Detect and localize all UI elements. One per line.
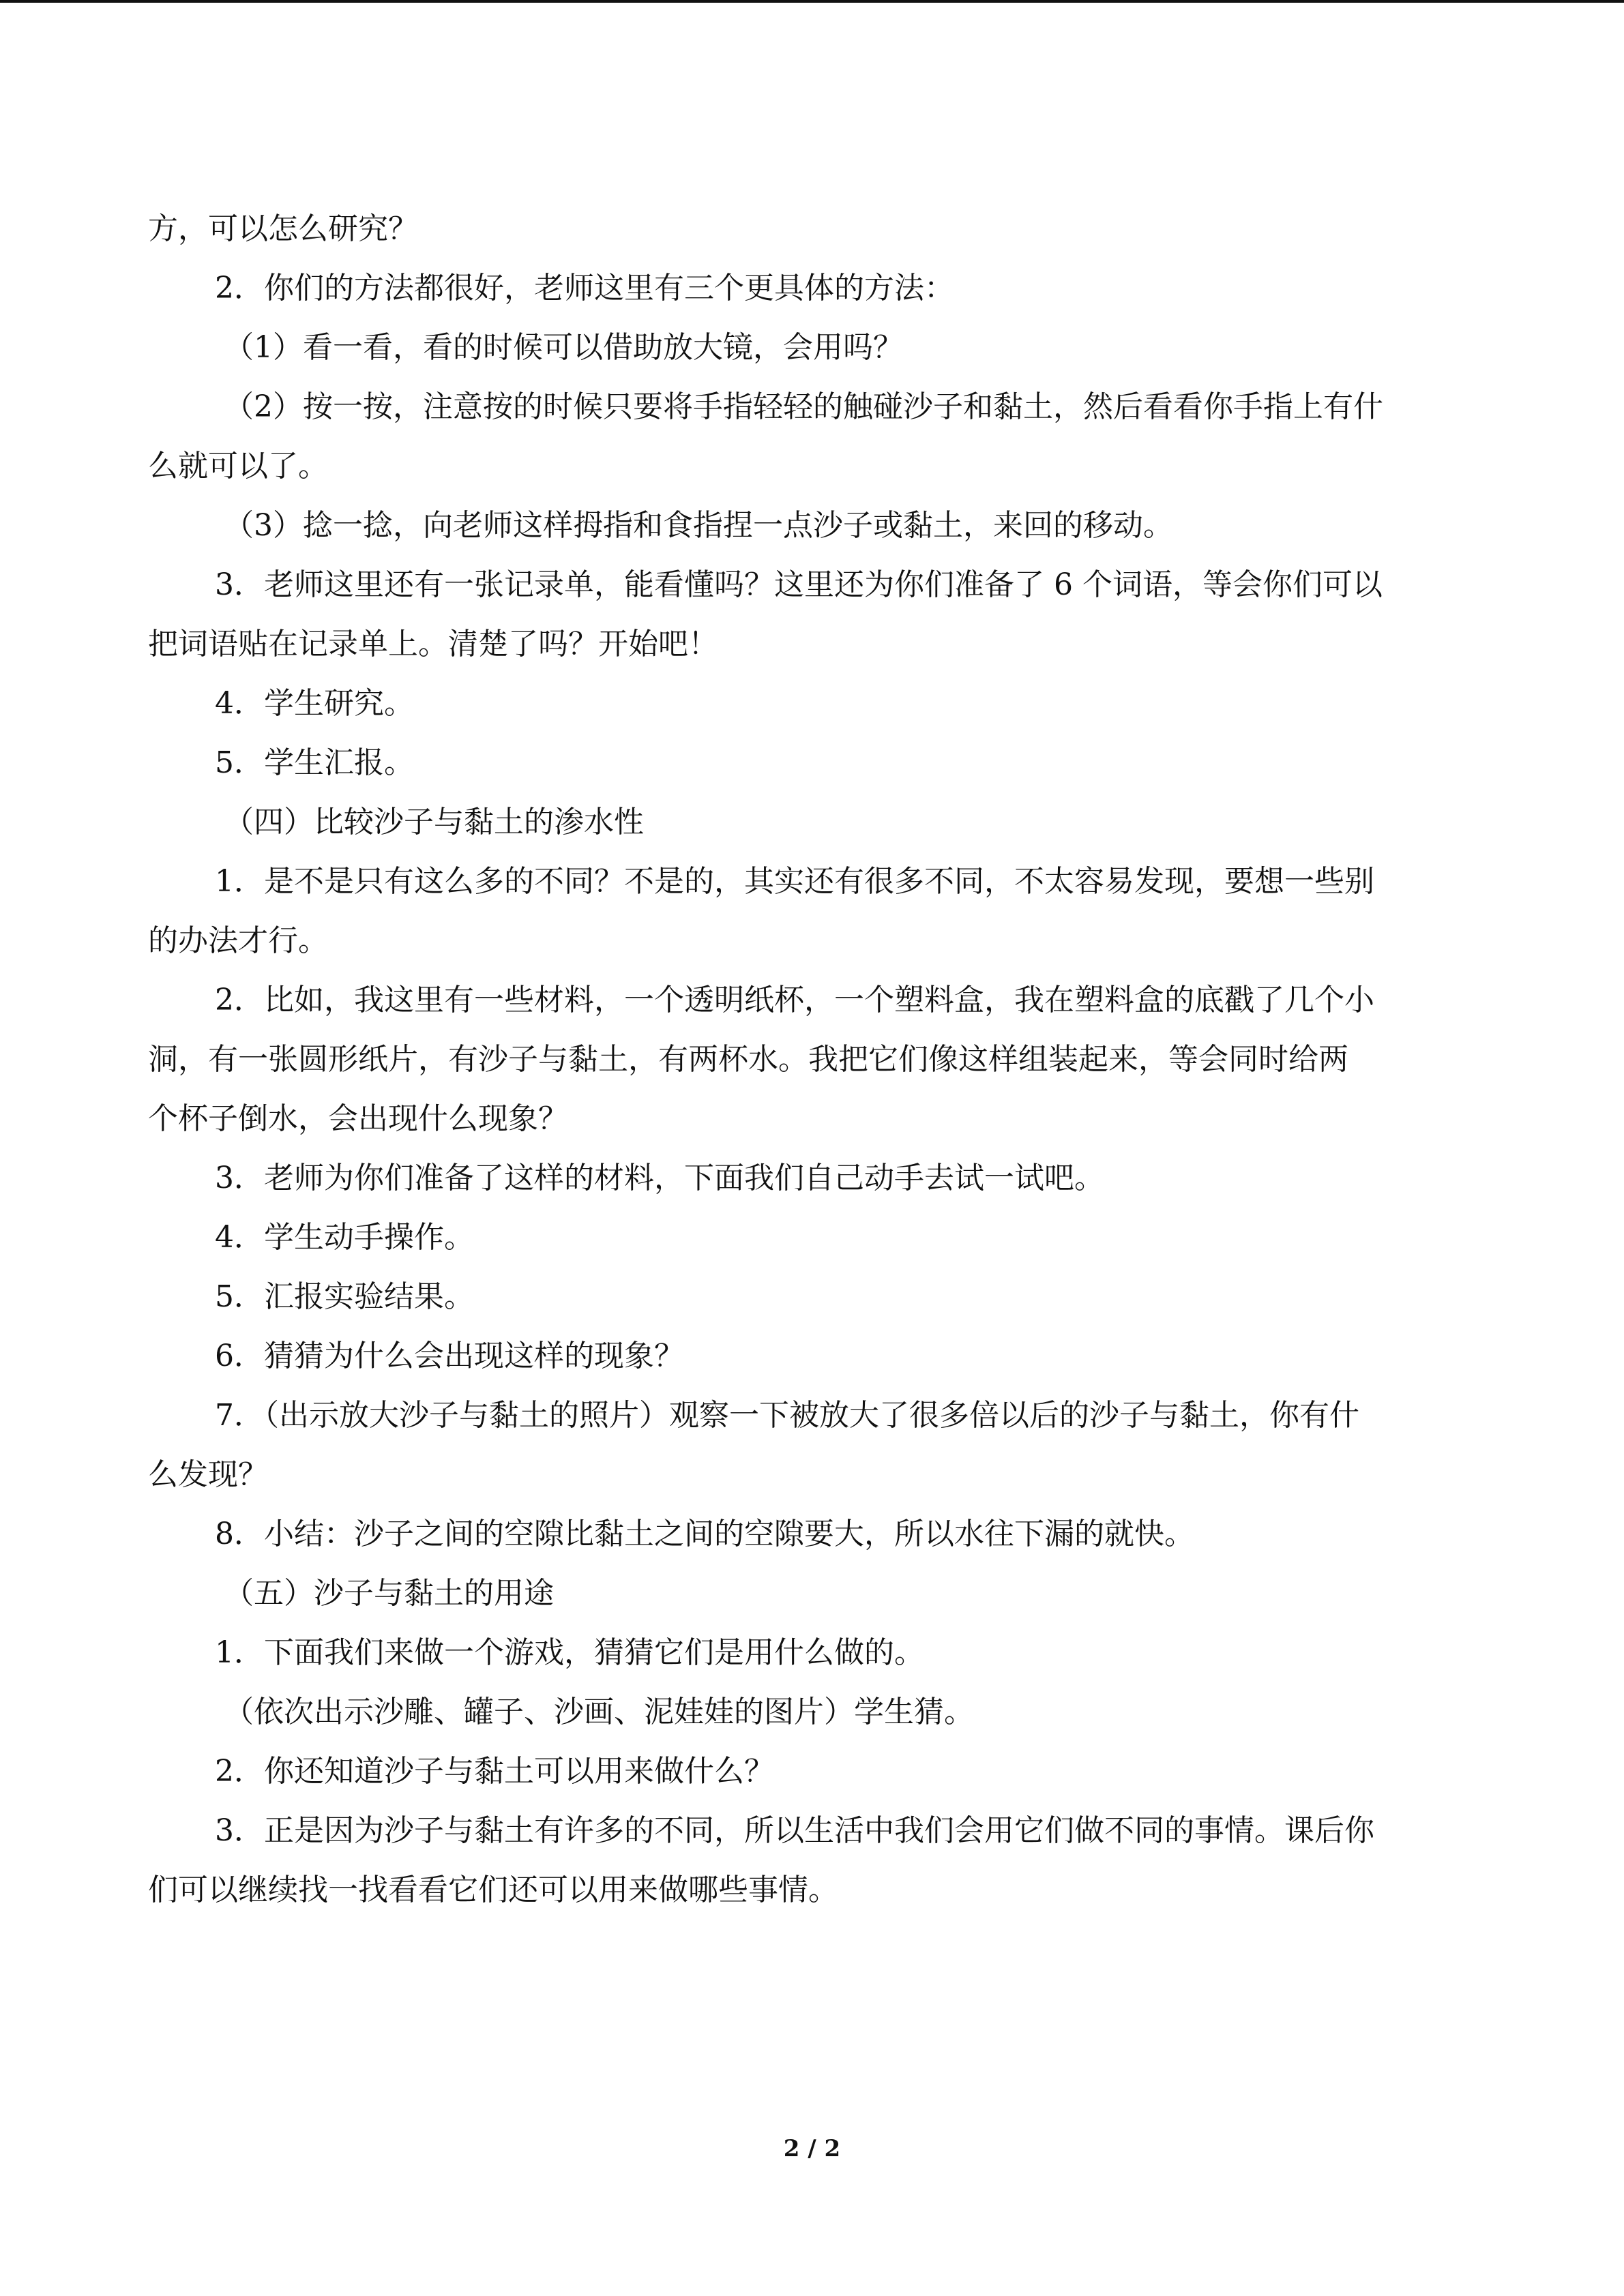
paragraph-line: 把词语贴在记录单上。清楚了吗？开始吧！ — [148, 627, 718, 661]
paragraph-line: 么发现？ — [148, 1457, 268, 1492]
paragraph-line: 们可以继续找一找看看它们还可以用来做哪些事情。 — [148, 1873, 838, 1907]
paragraph-line: 1．是不是只有这么多的不同？不是的，其实还有很多不同，不太容易发现，要想一些别 — [215, 864, 1374, 899]
top-border-line — [0, 0, 1624, 3]
paragraph-line: 5．学生汇报。 — [215, 745, 414, 780]
paragraph-line: 4．学生研究。 — [215, 686, 414, 721]
paragraph-line: 4．学生动手操作。 — [215, 1220, 474, 1255]
paragraph-line: 的办法才行。 — [148, 923, 328, 958]
paragraph-line: 8．小结：沙子之间的空隙比黏土之间的空隙要大，所以水往下漏的就快。 — [215, 1517, 1194, 1551]
paragraph-line: （1）看一看，看的时候可以借助放大镜，会用吗？ — [224, 330, 903, 365]
paragraph-line: 3．老师这里还有一张记录单，能看懂吗？这里还为你们准备了 6 个词语，等会你们可以 — [215, 567, 1383, 602]
section-heading: （四）比较沙子与黏土的渗水性 — [224, 805, 644, 839]
paragraph-line: 6．猜猜为什么会出现这样的现象？ — [215, 1339, 684, 1373]
paragraph-line: 2．你还知道沙子与黏土可以用来做什么？ — [215, 1754, 774, 1789]
section-heading: （五）沙子与黏土的用途 — [224, 1576, 554, 1611]
paragraph-line: 2．比如，我这里有一些材料，一个透明纸杯，一个塑料盒，我在塑料盒的底戳了几个小 — [215, 983, 1374, 1017]
paragraph-line: 2．你们的方法都很好，老师这里有三个更具体的方法： — [215, 271, 954, 305]
paragraph-line: 个杯子倒水，会出现什么现象？ — [148, 1101, 568, 1136]
paragraph-line: 1．下面我们来做一个游戏，猜猜它们是用什么做的。 — [215, 1635, 924, 1670]
paragraph-line: （3）捻一捻，向老师这样拇指和食指捏一点沙子或黏土，来回的移动。 — [224, 508, 1173, 543]
paragraph-line: 么就可以了。 — [148, 449, 328, 483]
page-number: 2 / 2 — [783, 2135, 841, 2162]
paragraph-line: 洞，有一张圆形纸片，有沙子与黏土，有两杯水。我把它们像这样组装起来，等会同时给两 — [148, 1042, 1348, 1077]
paragraph-line: 7．（出示放大沙子与黏土的照片）观察一下被放大了很多倍以后的沙子与黏土，你有什 — [215, 1398, 1359, 1433]
paragraph-line: 3．老师为你们准备了这样的材料，下面我们自己动手去试一试吧。 — [215, 1161, 1104, 1195]
paragraph-line: （依次出示沙雕、罐子、沙画、泥娃娃的图片）学生猜。 — [224, 1695, 974, 1729]
paragraph-line: 5．汇报实验结果。 — [215, 1279, 474, 1314]
paragraph-line: 3．正是因为沙子与黏土有许多的不同，所以生活中我们会用它们做不同的事情。课后你 — [215, 1813, 1374, 1848]
paragraph-line: （2）按一按，注意按的时候只要将手指轻轻的触碰沙子和黏土，然后看看你手指上有什 — [224, 389, 1383, 424]
paragraph-line: 方，可以怎么研究？ — [148, 211, 418, 246]
document-body — [148, 199, 1478, 1920]
